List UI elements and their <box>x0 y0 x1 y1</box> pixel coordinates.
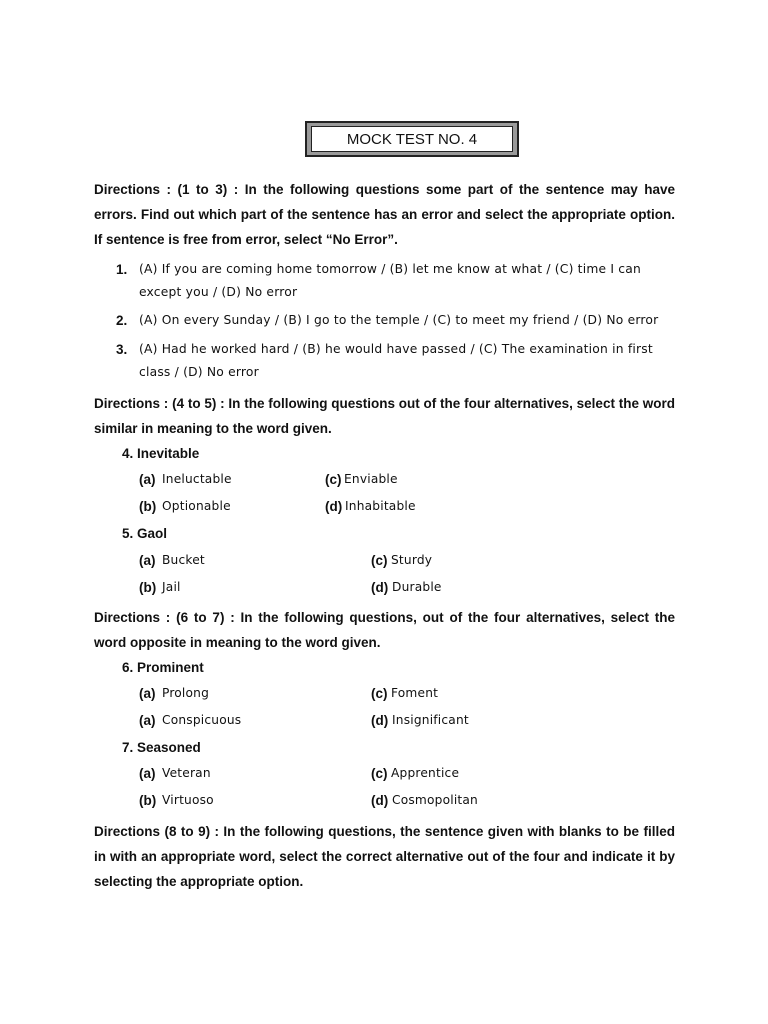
option-text: Insignificant <box>392 713 469 727</box>
question-number: 3. <box>116 342 128 357</box>
option-label: (b) <box>139 793 157 808</box>
word-question: 4. Inevitable <box>122 446 200 461</box>
option-label: (a) <box>139 766 156 781</box>
question-text: (A) On every Sunday / (B) I go to the temple / (C) to meet my friend / (D) No error <box>139 313 659 327</box>
option-text: Optionable <box>162 499 231 513</box>
option-label: (b) <box>139 499 157 514</box>
option-text: Ineluctable <box>162 472 232 486</box>
word-question: 5. Gaol <box>122 526 168 541</box>
page-title: MOCK TEST NO. 4 <box>311 126 513 152</box>
option-label: (a) <box>139 472 156 487</box>
option-label: (d) <box>371 793 389 808</box>
option-label: (d) <box>371 580 389 595</box>
option-text: Jail <box>162 580 181 594</box>
word-question: 6. Prominent <box>122 660 204 675</box>
option-label: (c) <box>371 686 388 701</box>
directions-6-7: Directions : (6 to 7) : In the following questions, out of the four alternatives, select the word opposite in meaning to the word given. <box>94 610 675 650</box>
option-text: Inhabitable <box>345 499 416 513</box>
option-text: Cosmopolitan <box>392 793 478 807</box>
option-label: (c) <box>371 766 388 781</box>
option-label: (a) <box>139 686 156 701</box>
option-text: Veteran <box>162 766 211 780</box>
directions-8-9: Directions (8 to 9) : In the following questions, the sentence given with blanks to be filled in with an appropriate word, select the correct alternative out of the four and indicate it by selecting the appropriate option. <box>94 824 675 889</box>
option-text: Bucket <box>162 553 205 567</box>
question-text: (A) Had he worked hard / (B) he would have passed / (C) The examination in first class / (D) No error <box>139 342 653 379</box>
option-label: (a) <box>139 713 156 728</box>
option-text: Virtuoso <box>162 793 214 807</box>
title-box <box>305 121 519 157</box>
directions-4-5: Directions : (4 to 5) : In the following questions out of the four alternatives, select the word similar in meaning to the word given. <box>94 396 675 436</box>
option-text: Enviable <box>344 472 398 486</box>
question-number: 2. <box>116 313 128 328</box>
option-label: (d) <box>371 713 389 728</box>
option-text: Conspicuous <box>162 713 242 727</box>
option-label: (b) <box>139 580 157 595</box>
directions-1-3: Directions : (1 to 3) : In the following questions some part of the sentence may have errors. Find out which part of the sentence has an error and select the appropriate option. If sentence is free from error, select “No Error”. <box>94 182 675 247</box>
option-text: Durable <box>392 580 442 594</box>
option-text: Prolong <box>162 686 210 700</box>
question-number: 1. <box>116 262 128 277</box>
question-text: (A) If you are coming home tomorrow / (B) let me know at what / (C) time I can except you / (D) No error <box>139 262 641 299</box>
option-text: Apprentice <box>391 766 460 780</box>
word-question: 7. Seasoned <box>122 740 201 755</box>
option-text: Foment <box>391 686 439 700</box>
option-label: (d) <box>325 499 343 514</box>
option-label: (c) <box>371 553 388 568</box>
option-label: (c) <box>325 472 342 487</box>
option-text: Sturdy <box>391 553 433 567</box>
option-label: (a) <box>139 553 156 568</box>
